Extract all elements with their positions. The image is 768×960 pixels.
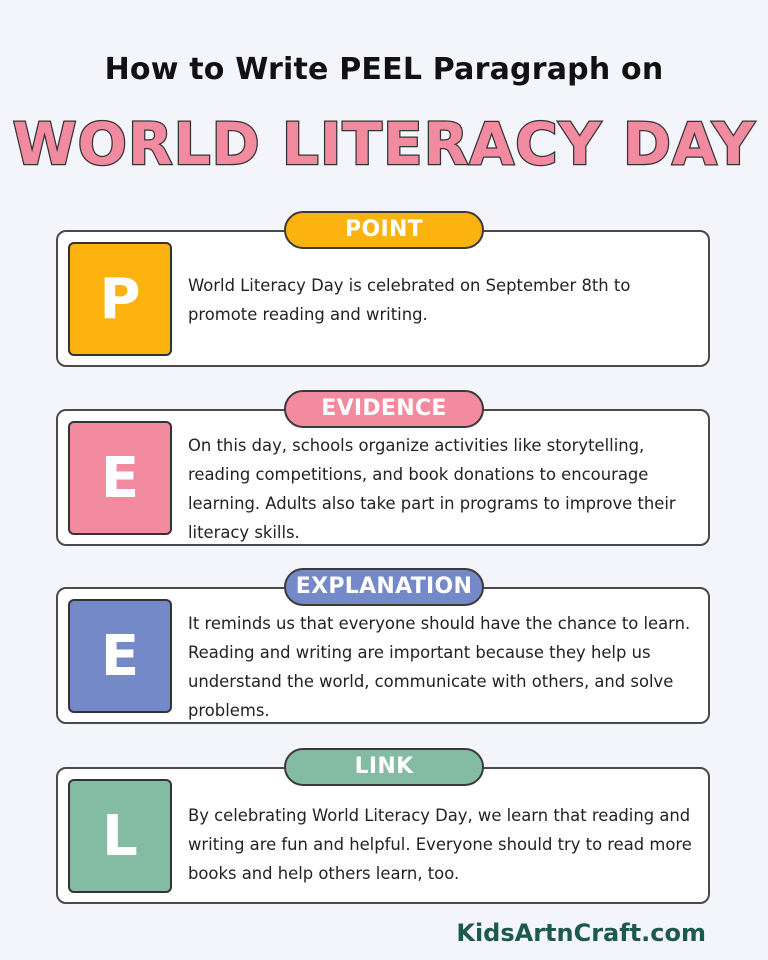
explanation-text: It reminds us that everyone should have the chance to learn. Reading and writing are important because they help us understand the world, communicate with others, and solve problems. (188, 614, 691, 720)
evidence-card (56, 409, 710, 546)
section-label-link: LINK (284, 748, 484, 786)
point-text: World Literacy Day is celebrated on September 8th to promote reading and writing. (188, 276, 631, 324)
letter-e-badge: E (68, 421, 172, 535)
letter-e-badge: E (68, 599, 172, 713)
section-label-point: POINT (284, 211, 484, 249)
letter-l-badge: L (68, 779, 172, 893)
brand-footer: KidsArtnCraft.com (456, 919, 706, 947)
explanation-card (56, 587, 710, 724)
evidence-text: On this day, schools organize activities like storytelling, reading competitions, and book donations to encourage learning. Adults also take part in programs to improve their literacy skills. (188, 436, 676, 542)
page-title: WORLD LITERACY DAY (12, 110, 756, 178)
section-label-explanation: EXPLANATION (284, 568, 484, 606)
subtitle: How to Write PEEL Paragraph on (104, 52, 664, 87)
link-card (56, 767, 710, 904)
link-text: By celebrating World Literacy Day, we learn that reading and writing are fun and helpful. Everyone should try to read more books and help others learn, too. (188, 806, 692, 883)
point-card (56, 230, 710, 367)
letter-p-badge: P (68, 242, 172, 356)
section-label-evidence: EVIDENCE (284, 390, 484, 428)
